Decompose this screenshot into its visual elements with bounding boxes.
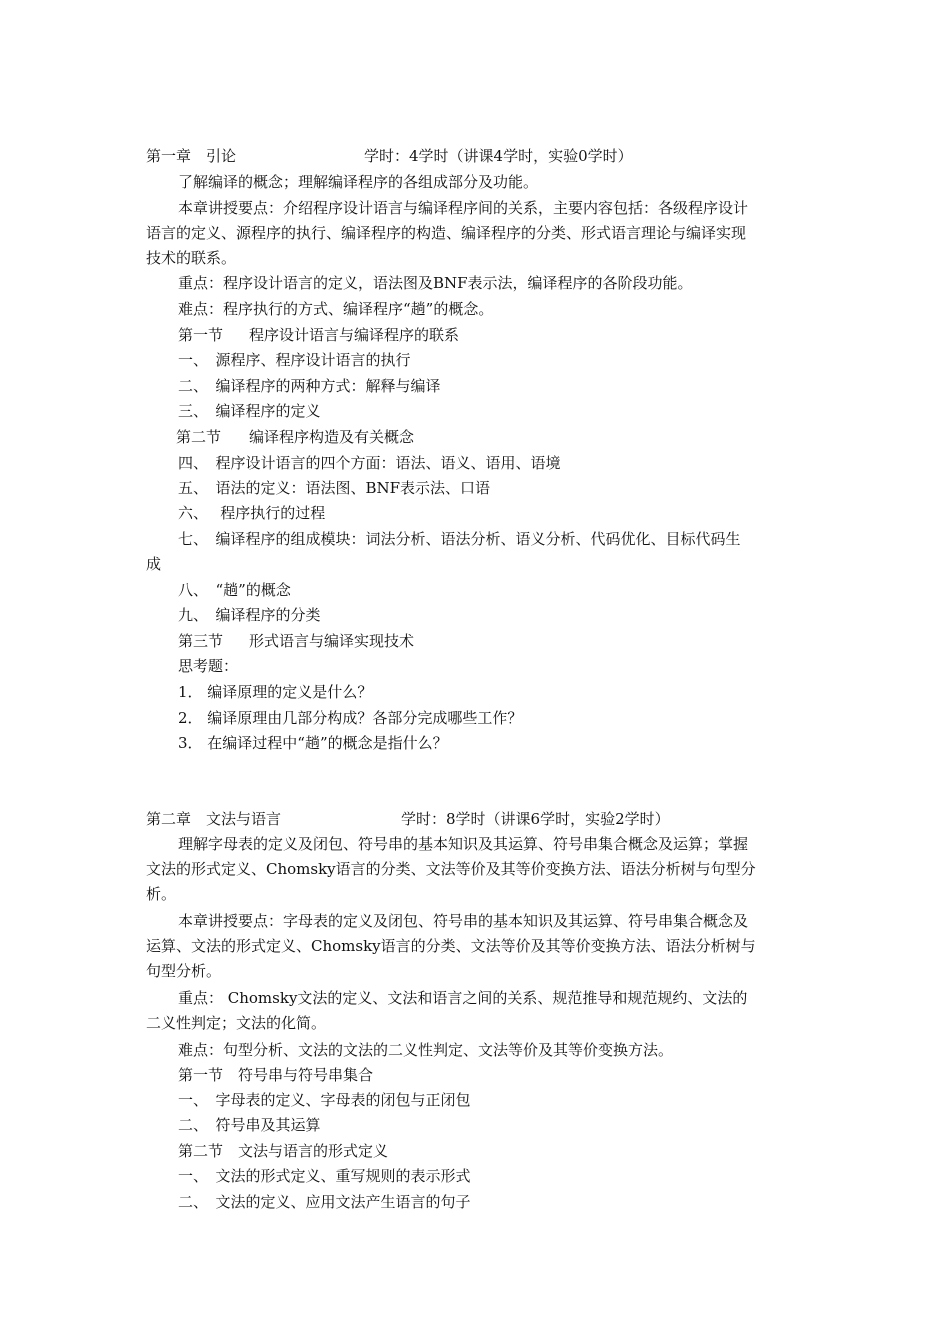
chapter2-focus-line2: 二义性判定；文法的化简。 xyxy=(146,1014,327,1032)
chapter1-heading xyxy=(146,146,633,166)
chapter1-section3-title: 形式语言与编译实现技术 xyxy=(249,632,415,650)
list-item: 二、 文法的定义、应用文法产生语言的句子 xyxy=(178,1193,471,1211)
chapter2-goal-line3: 析。 xyxy=(146,885,177,903)
list-item: 五、 语法的定义：语法图、BNF表示法、口语 xyxy=(178,479,491,497)
chapter2-section1-heading: 第一节 符号串与符号串集合 xyxy=(178,1066,374,1084)
chapter1-section2-title: 编译程序构造及有关概念 xyxy=(249,428,415,446)
chapter1-focus: 重点：程序设计语言的定义，语法图及BNF表示法，编译程序的各阶段功能。 xyxy=(178,274,693,292)
list-item: 一、 文法的形式定义、重写规则的表示形式 xyxy=(178,1167,471,1185)
chapter1-key-points-line2: 语言的定义、源程序的执行、编译程序的构造、编译程序的分类、形式语言理论与编译实现 xyxy=(146,224,747,242)
question-item: 3． 在编译过程中“趟”的概念是指什么？ xyxy=(178,734,448,752)
question-item: 1． 编译原理的定义是什么？ xyxy=(178,683,373,701)
chapter2-goal-line2: 文法的形式定义、Chomsky语言的分类、文法等价及其等价变换方法、语法分析树与句型分 xyxy=(146,860,756,878)
chapter1-section2-heading xyxy=(176,427,414,447)
questions-label: 思考题： xyxy=(178,657,239,675)
chapter2-hours: 学时：8学时（讲课6学时，实验2学时） xyxy=(401,810,670,828)
chapter1-section1-title: 程序设计语言与编译程序的联系 xyxy=(249,326,460,344)
chapter1-section3-heading xyxy=(178,631,414,651)
chapter2-title: 第二章 文法与语言 xyxy=(146,810,282,828)
chapter1-hours: 学时：4学时（讲课4学时，实验0学时） xyxy=(364,147,633,165)
chapter2-key-points-line3: 句型分析。 xyxy=(146,962,222,980)
chapter1-section3-label: 第三节 xyxy=(178,632,224,650)
list-item: 三、 编译程序的定义 xyxy=(178,402,321,420)
chapter2-focus-line1: 重点： Chomsky文法的定义、文法和语言之间的关系、规范推导和规范规约、文法的 xyxy=(178,989,748,1007)
list-item: 二、 符号串及其运算 xyxy=(178,1116,321,1134)
chapter2-key-points-line2: 运算、文法的形式定义、Chomsky语言的分类、文法等价及其等价变换方法、语法分析树与 xyxy=(146,937,756,955)
list-item: 九、 编译程序的分类 xyxy=(178,606,321,624)
chapter1-goal: 了解编译的概念；理解编译程序的各组成部分及功能。 xyxy=(178,173,539,191)
chapter1-key-points-line3: 技术的联系。 xyxy=(146,249,237,267)
list-item: 一、 字母表的定义、字母表的闭包与正闭包 xyxy=(178,1091,471,1109)
list-item: 七、 编译程序的组成模块：词法分析、语法分析、语义分析、代码优化、目标代码生 xyxy=(178,530,741,548)
chapter1-difficulty: 难点：程序执行的方式、编译程序“趟”的概念。 xyxy=(178,300,494,318)
chapter1-section1-heading xyxy=(178,325,459,345)
chapter2-key-points-line1: 本章讲授要点：字母表的定义及闭包、符号串的基本知识及其运算、符号串集合概念及 xyxy=(178,912,749,930)
list-item: 八、 “趟”的概念 xyxy=(178,581,291,599)
list-item: 二、 编译程序的两种方式：解释与编译 xyxy=(178,377,441,395)
question-item: 2． 编译原理由几部分构成？各部分完成哪些工作？ xyxy=(178,709,523,727)
chapter2-section2-heading: 第二节 文法与语言的形式定义 xyxy=(178,1142,389,1160)
chapter2-goal-line1: 理解字母表的定义及闭包、符号串的基本知识及其运算、符号串集合概念及运算；掌握 xyxy=(178,835,749,853)
chapter1-key-points-line1: 本章讲授要点：介绍程序设计语言与编译程序间的关系，主要内容包括：各级程序设计 xyxy=(178,199,749,217)
chapter1-title: 第一章 引论 xyxy=(146,147,237,165)
list-item-continuation: 成 xyxy=(146,555,162,573)
chapter2-heading xyxy=(146,809,670,829)
chapter1-section1-label: 第一节 xyxy=(178,326,224,344)
list-item: 一、 源程序、程序设计语言的执行 xyxy=(178,351,411,369)
chapter2-difficulty: 难点：句型分析、文法的文法的二义性判定、文法等价及其等价变换方法。 xyxy=(178,1041,674,1059)
list-item: 六、 程序执行的过程 xyxy=(178,504,326,522)
chapter1-section2-label: 第二节 xyxy=(176,428,222,446)
list-item: 四、 程序设计语言的四个方面：语法、语义、语用、语境 xyxy=(178,454,561,472)
